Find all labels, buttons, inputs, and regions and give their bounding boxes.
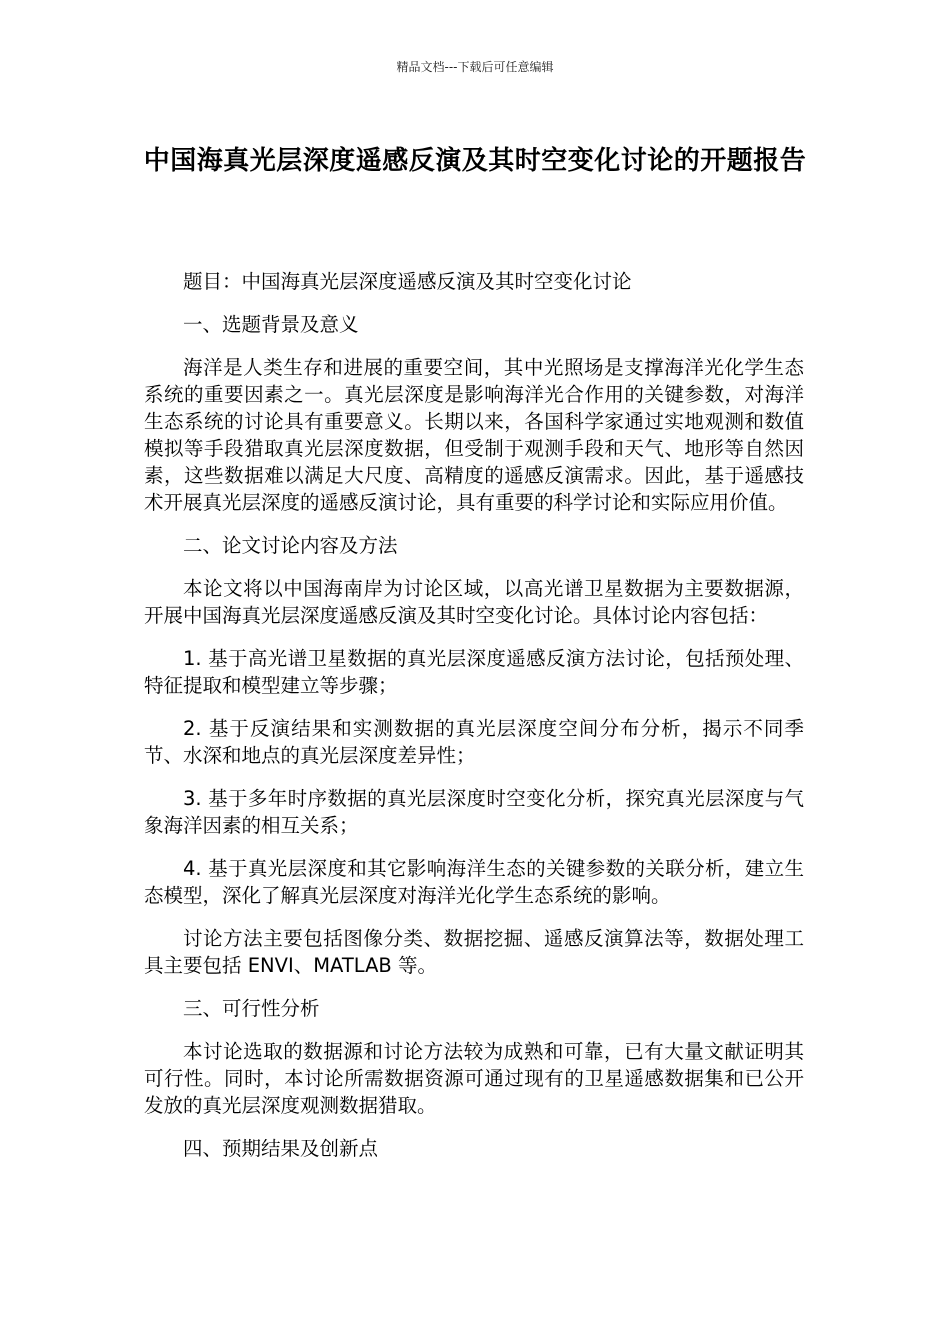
paragraph-background: 海洋是人类生存和进展的重要空间，其中光照场是支撑海洋光化学生态系统的重要因素之一。真光层深度是影响海洋光合作用的关键参数，对海洋生态系统的讨论具有重要意义。长期以来，各国科学家通过实地观测和数值模拟等手段猎取真光层深度数据，但受制于观测手段和天气、地形等自然因素，这些数据难以满足大尺度、高精度的遥感反演需求。因此，基于遥感技术开展真光层深度的遥感反演讨论，具有重要的科学讨论和实际应用价值。 (144, 356, 804, 514)
document-title: 中国海真光层深度遥感反演及其时空变化讨论的开题报告 (143, 146, 807, 176)
section-heading-4: 四、预期结果及创新点 (183, 1137, 379, 1160)
list-item-3: 3. 基于多年时序数据的真光层深度时空变化分析，探究真光层深度与气象海洋因素的相互关系； (144, 787, 804, 837)
list-item-1: 1. 基于高光谱卫星数据的真光层深度遥感反演方法讨论，包括预处理、特征提取和模型建立等步骤； (144, 647, 804, 697)
topic-line: 题目：中国海真光层深度遥感反演及其时空变化讨论 (183, 270, 632, 293)
section-heading-3: 三、可行性分析 (183, 997, 320, 1020)
paragraph-content-intro: 本论文将以中国海南岸为讨论区域，以高光谱卫星数据为主要数据源，开展中国海真光层深度遥感反演及其时空变化讨论。具体讨论内容包括： (144, 577, 804, 627)
page-header: 精品文档---下载后可任意编辑 (396, 60, 554, 74)
list-item-2: 2. 基于反演结果和实测数据的真光层深度空间分布分析，揭示不同季节、水深和地点的真光层深度差异性； (144, 717, 804, 767)
section-heading-1: 一、选题背景及意义 (183, 313, 359, 336)
paragraph-feasibility: 本讨论选取的数据源和讨论方法较为成熟和可靠，已有大量文献证明其可行性。同时，本讨论所需数据资源可通过现有的卫星遥感数据集和已公开发放的真光层深度观测数据猎取。 (144, 1040, 804, 1117)
document-body (144, 268, 804, 1178)
paragraph-methods: 讨论方法主要包括图像分类、数据挖掘、遥感反演算法等，数据处理工具主要包括 ENVI、MATLAB 等。 (144, 927, 804, 977)
list-item-4: 4. 基于真光层深度和其它影响海洋生态的关键参数的关联分析，建立生态模型，深化了解真光层深度对海洋光化学生态系统的影响。 (144, 857, 804, 907)
section-heading-2: 二、论文讨论内容及方法 (183, 534, 398, 557)
